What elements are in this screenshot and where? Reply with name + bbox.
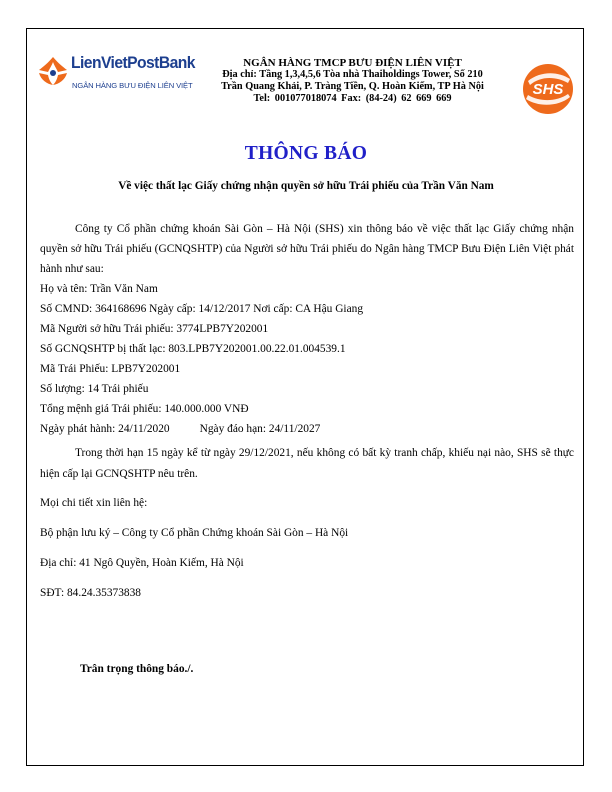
intro-paragraph: Công ty Cổ phần chứng khoán Sài Gòn – Hà Nội (SHS) xin thông báo về việc thất lạc Giấy chứng nhận quyền sở hữu Trái phiếu (GCNQSHTP) của Người sở hữu Trái phiếu do Ngân hàng TMCP Bưu Điện Liên Việt phát hành như sau: <box>40 223 574 275</box>
logo-tagline: NGÂN HÀNG BƯU ĐIỆN LIÊN VIỆT <box>72 81 193 90</box>
bank-header <box>190 57 515 105</box>
notice-title: THÔNG BÁO <box>244 143 368 164</box>
bank-name: NGÂN HÀNG TMCP BƯU ĐIỆN LIÊN VIỆT <box>243 57 462 69</box>
detail-holder-code: Mã Người sở hữu Trái phiếu: 3774LPB7Y202001 <box>40 323 269 335</box>
detail-id-card: Số CMND: 364168696 Ngày cấp: 14/12/2017 Nơi cấp: CA Hậu Giang <box>40 303 364 315</box>
detail-total-par-value: Tổng mệnh giá Trái phiếu: 140.000.000 VNĐ <box>40 403 249 415</box>
notice-paragraph: Trong thời hạn 15 ngày kể từ ngày 29/12/2021, nếu không có bất kỳ tranh chấp, khiếu nại nào, SHS sẽ thực hiện cấp lại GCNQSHTP nêu trên. <box>40 447 574 480</box>
bank-contact: Tel: 001077018074 Fax: (84-24) 62 669 669 <box>253 93 452 104</box>
detail-dates <box>40 419 574 439</box>
detail-bond-code: Mã Trái Phiếu: LPB7Y202001 <box>40 363 181 375</box>
shs-logo-icon <box>522 63 574 115</box>
bank-address-line-1: Địa chỉ: Tầng 1,3,4,5,6 Tòa nhà Thaiholdings Tower, Số 210 <box>222 69 483 80</box>
logo-name-text: LienVietPostBank <box>71 54 195 72</box>
shs-logo-text: SHS <box>532 81 564 98</box>
detail-maturity-date: Ngày đáo hạn: 24/11/2027 <box>199 423 321 435</box>
lienvietpostbank-emblem-icon <box>36 54 70 88</box>
detail-quantity: Số lượng: 14 Trái phiếu <box>40 383 149 395</box>
lienvietpostbank-logo <box>36 54 195 98</box>
contact-phone: SĐT: 84.24.35373838 <box>40 587 142 599</box>
closing-remark: Trân trọng thông báo./. <box>80 663 194 675</box>
detail-issue-date: Ngày phát hành: 24/11/2020 <box>40 423 170 435</box>
contact-address: Địa chỉ: 41 Ngô Quyền, Hoàn Kiếm, Hà Nội <box>40 557 244 569</box>
contact-intro: Mọi chi tiết xin liên hệ: <box>40 497 148 509</box>
detail-full-name: Họ và tên: Trần Văn Nam <box>40 283 158 295</box>
bank-address-line-2: Trần Quang Khải, P. Tràng Tiền, Q. Hoàn Kiếm, TP Hà Nội <box>221 81 484 92</box>
notice-body <box>40 219 574 603</box>
notice-subtitle: Về việc thất lạc Giấy chứng nhận quyền sở hữu Trái phiếu của Trần Văn Nam <box>118 180 494 192</box>
contact-department: Bộ phận lưu ký – Công ty Cổ phần Chứng khoán Sài Gòn – Hà Nội <box>40 527 349 539</box>
detail-lost-certificate: Số GCNQSHTP bị thất lạc: 803.LPB7Y202001.00.22.01.004539.1 <box>40 343 346 355</box>
